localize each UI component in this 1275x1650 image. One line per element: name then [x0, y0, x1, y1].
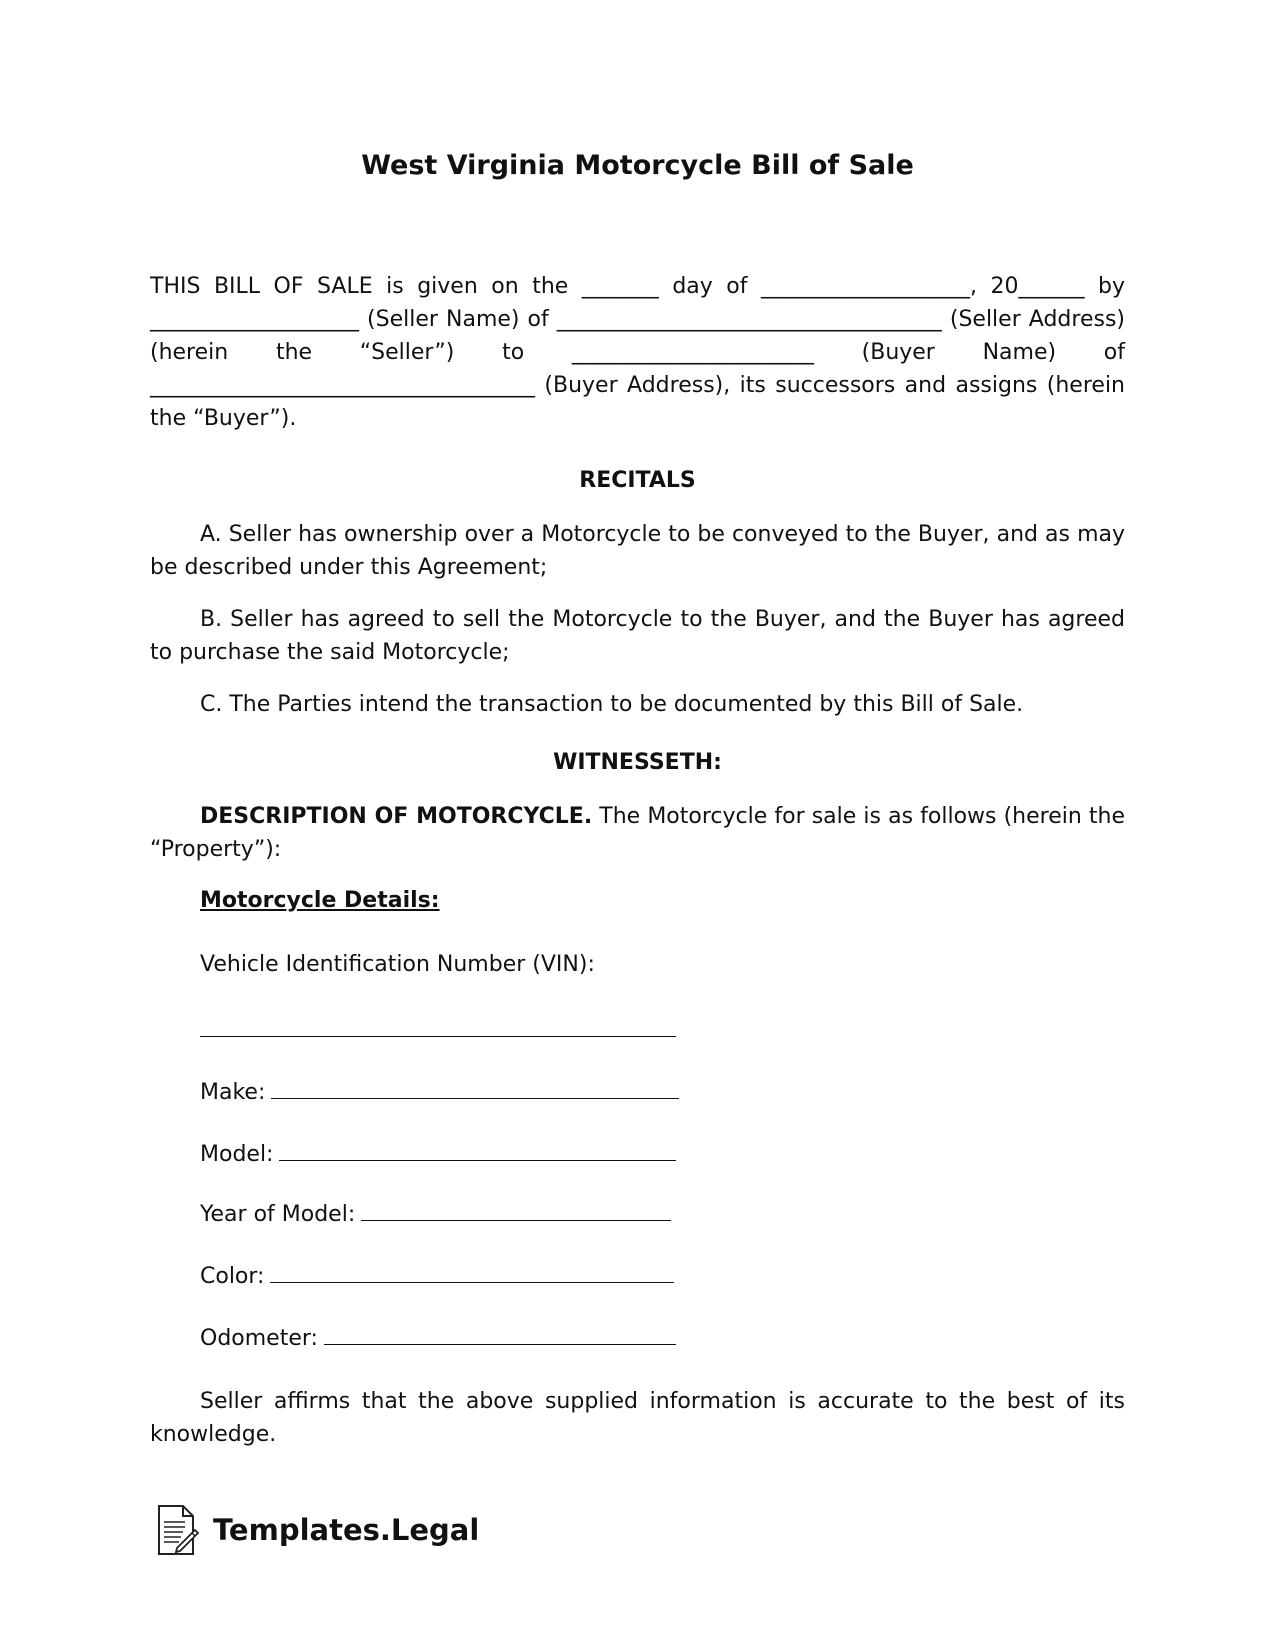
footer-logo — [155, 1500, 479, 1560]
recitals-heading: RECITALS — [579, 468, 696, 493]
odometer-blank-line[interactable] — [324, 1322, 676, 1345]
model-field — [200, 1138, 676, 1170]
recital-b: B. Seller has agreed to sell the Motorcycle to the Buyer, and the Buyer has agreed to purchase the said Motorcycle; — [150, 607, 1125, 665]
year-label: Year of Model: — [200, 1202, 356, 1227]
color-blank-line[interactable] — [270, 1260, 674, 1283]
year-blank-line[interactable] — [361, 1198, 671, 1221]
recital-a: A. Seller has ownership over a Motorcycle to be conveyed to the Buyer, and as may be described under this Agreement; — [150, 522, 1125, 580]
description-label: DESCRIPTION OF MOTORCYCLE. — [200, 804, 593, 829]
recital-c: C. The Parties intend the transaction to be documented by this Bill of Sale. — [200, 692, 1024, 717]
document-pen-icon — [155, 1504, 199, 1556]
make-label: Make: — [200, 1080, 266, 1105]
description-text: The Motorcycle for sale is as follows (herein the “Property”): — [150, 804, 1125, 862]
intro-paragraph: THIS BILL OF SALE is given on the _______ day of ___________________, 20______ by ___________________ (Seller Name) of ___________________________________ (Seller Address) (herein the “Seller”) to ______________________ (Buyer Name) of ___________________________________ (Buyer Address), its successors and assigns (herein the “Buyer”). — [150, 274, 1125, 431]
affirmation-paragraph: Seller affirms that the above supplied information is accurate to the best of its knowledge. — [150, 1389, 1125, 1447]
odometer-field — [200, 1322, 676, 1354]
brand-name: Templates.Legal — [213, 1513, 480, 1547]
color-label: Color: — [200, 1264, 265, 1289]
document-title: West Virginia Motorcycle Bill of Sale — [361, 150, 914, 181]
color-field — [200, 1260, 674, 1292]
model-blank-line[interactable] — [279, 1138, 676, 1161]
description-paragraph — [150, 800, 1125, 866]
details-heading: Motorcycle Details: — [200, 888, 440, 913]
make-field — [200, 1076, 679, 1108]
year-field — [200, 1198, 671, 1230]
model-label: Model: — [200, 1142, 274, 1167]
vin-label: Vehicle Identification Number (VIN): — [200, 952, 595, 977]
witnesseth-heading: WITNESSETH: — [553, 750, 722, 775]
odometer-label: Odometer: — [200, 1326, 318, 1351]
vin-blank-line[interactable] — [200, 1036, 676, 1037]
make-blank-line[interactable] — [271, 1076, 679, 1099]
